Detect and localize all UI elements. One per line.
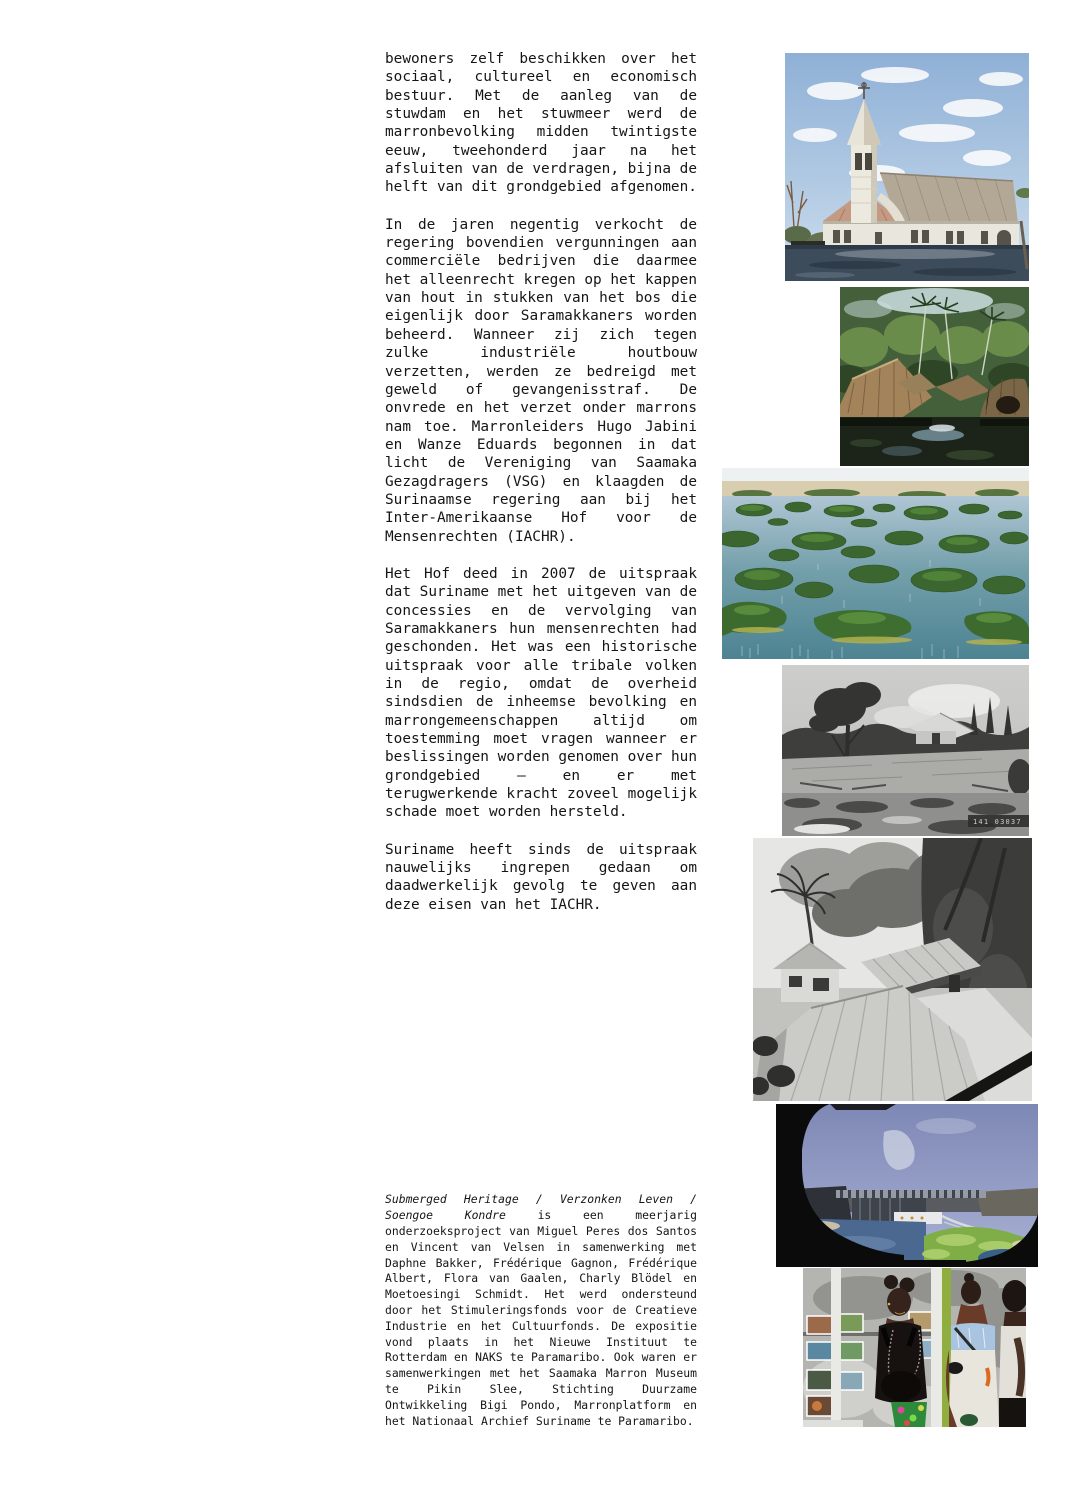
village-roofs-illustration (753, 838, 1032, 1101)
photo-archive-stamp: 141 03037 (973, 818, 1022, 826)
colophon-body: is een meerjarig onderzoeksproject van Miguel Peres dos Santos en Vincent van Velsen in samenwerking met Daphne Bakker, Frédérique Gagnon, Frédérique Albert, Flora van Gaalen, Charly Blödel en Moetoesingi Schmidt. Het werd ondersteund door het Stimuleringsfonds voor de Creatieve Industrie en het Cultuurfonds. De expositie vond plaats in het Nieuwe Instituut te Rotterdam en NAKS te Paramaribo. Ook waren er samenwerkingen met het Saamaka Marron Museum te Pikin Slee, Stichting Duurzame Ontwikkeling Bigi Pondo, Marronplatform en het Nationaal Archief Suriname te Paramaribo. (385, 1208, 697, 1428)
reservoir-aerial-illustration (722, 468, 1029, 659)
colophon-project-title: Submerged Heritage / Verzonken Leven / Soengoe Kondre (385, 1192, 697, 1223)
photo-flooded-village (840, 287, 1029, 466)
flooded-village-illustration (840, 287, 1029, 466)
photo-flooded-church (785, 53, 1029, 281)
flooded-church-illustration (785, 53, 1029, 281)
paragraph-2: In de jaren negentig verkocht de regering bovendien vergunningen aan commerciële bedrijven die daarmee het alleenrecht kregen op het kappen van hout in stukken van het bos die eigenlijk door Saramakkaners worden beheerd. Wanneer zij zich tegen zulke industriële houtbouw verzetten, werden ze bedreigd met geweld of gevangenisstraf. De onvrede en het verzet onder marrons nam toe. Marronleiders Hugo Jabini en Wanze Eduards begonnen in dat licht de Vereniging van Saamaka Gezagdragers (VSG) en klaagden de Surinaamse regering aan bij het Inter-Amerikaanse Hof voor de Mensenrechten (IACHR). (385, 216, 697, 545)
photo-reservoir-aerial (722, 468, 1029, 659)
exhibition-visitors-illustration (803, 1268, 1026, 1427)
photo-village-roofs-bw (753, 838, 1032, 1101)
article-text (385, 50, 697, 933)
dam-window-illustration (776, 1104, 1038, 1267)
photo-riverbank-house-bw (782, 665, 1029, 836)
paragraph-3: Het Hof deed in 2007 de uitspraak dat Suriname met het uitgeven van de concessies en de vervolging van Saramakkaners hun mensenrechten had geschonden. Het was een historische uitspraak voor alle tribale volken in de regio, omdat de overheid sindsdien de inheemse bevolking en marrongemeenschappen altijd om toestemming moet vragen wanneer er beslissingen worden genomen over hun grondgebied — en er met terugwerkende kracht zoveel mogelijk schade moet worden hersteld. (385, 565, 697, 821)
paragraph-4: Suriname heeft sinds de uitspraak nauwelijks ingrepen gedaan om daadwerkelijk gevolg te geven aan deze eisen van het IACHR. (385, 841, 697, 913)
photo-dam-window (776, 1104, 1038, 1267)
riverbank-house-illustration (782, 665, 1029, 836)
paragraph-1: bewoners zelf beschikken over het sociaal, cultureel en economisch bestuur. Met de aanleg van de stuwdam en het stuwmeer werd de marronbevolking midden twintigste eeuw, tweehonderd jaar na het afsluiten van de verdragen, bijna de helft van dit grondgebied afgenomen. (385, 51, 697, 196)
colophon (385, 1192, 697, 1429)
photo-exhibition-visitors (803, 1268, 1026, 1427)
